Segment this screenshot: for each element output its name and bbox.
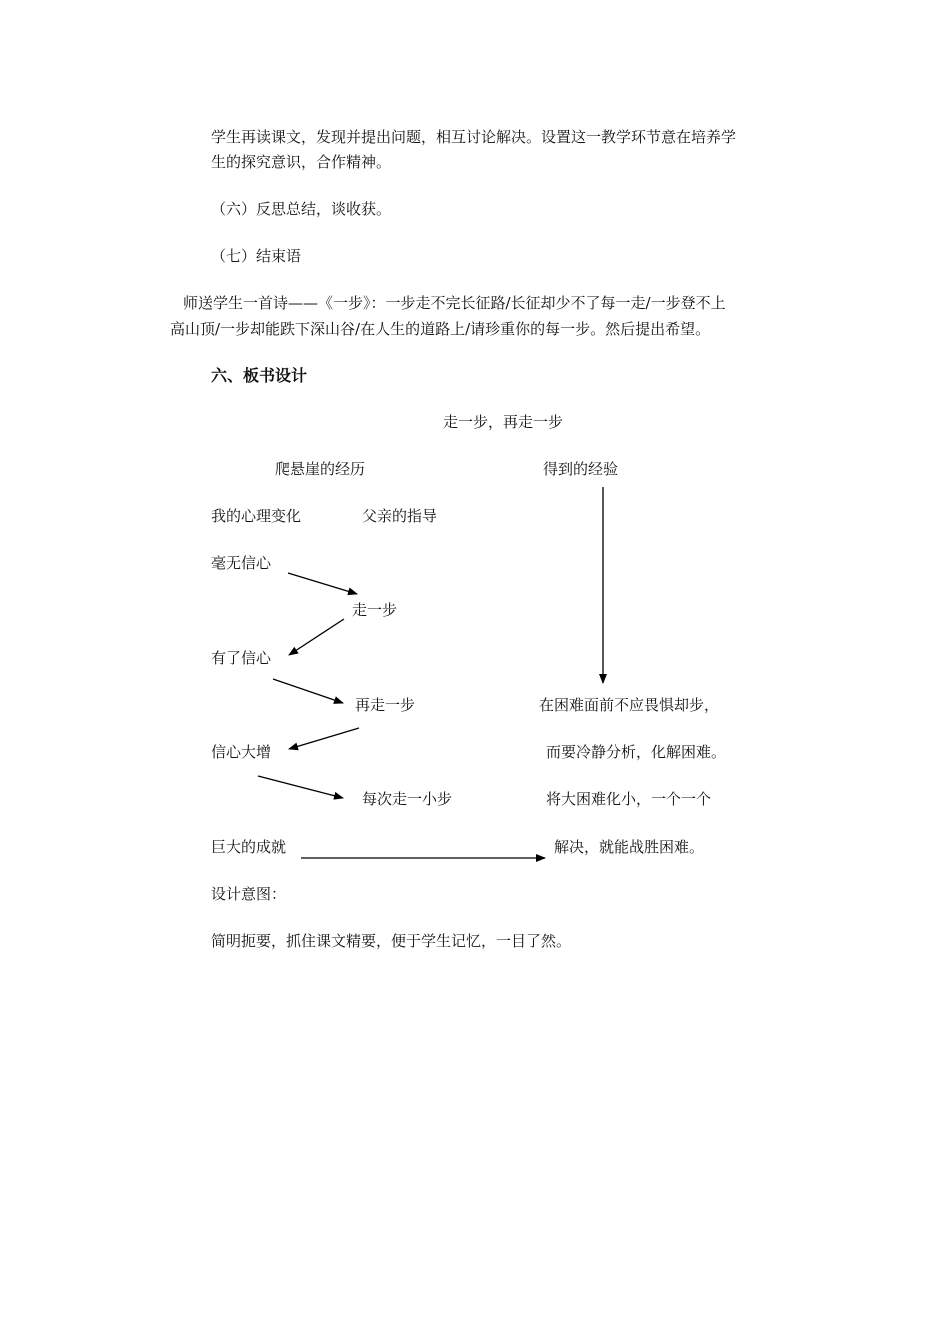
section-heading-board-design: 六、板书设计 — [211, 366, 308, 385]
intro-line-1: 学生再读课文，发现并提出问题，相互讨论解决。设置这一教学环节意在培养学 — [211, 128, 737, 146]
step-seven-closing: （七）结束语 — [211, 247, 302, 265]
board-feeling-3: 信心大增 — [211, 743, 272, 761]
design-intent-label: 设计意图： — [211, 885, 287, 903]
arrow-some-confidence-to-another-step — [273, 679, 343, 703]
arrow-another-step-to-confidence-up — [289, 728, 359, 749]
poem-line-1: 师送学生一首诗——《一步》：一步走不完长征路/长征却少不了每一走/一步登不上 — [183, 294, 726, 312]
board-guide-3: 每次走一小步 — [362, 790, 453, 808]
board-feeling-2: 有了信心 — [211, 649, 272, 667]
board-feeling-1: 毫无信心 — [211, 554, 272, 572]
step-six-reflect: （六）反思总结，谈收获。 — [211, 200, 392, 218]
board-result: 巨大的成就 — [211, 838, 287, 856]
board-guide-1: 走一步 — [352, 601, 398, 619]
board-right-column-header: 得到的经验 — [543, 460, 619, 478]
board-lesson-line-1: 在困难面前不应畏惧却步， — [539, 696, 720, 714]
poem-line-2: 高山顶/一步却能跌下深山谷/在人生的道路上/请珍重你的每一步。然后提出希望。 — [170, 320, 711, 338]
board-lesson-line-3: 将大困难化小，一个一个 — [546, 790, 712, 808]
arrow-no-confidence-to-one-step — [288, 573, 357, 594]
board-left-subheader-guide: 父亲的指导 — [362, 507, 438, 525]
design-intent-text: 简明扼要，抓住课文精要，便于学生记忆，一目了然。 — [211, 932, 572, 950]
intro-line-2: 生的探究意识，合作精神。 — [211, 153, 392, 171]
board-title: 走一步，再走一步 — [443, 413, 564, 431]
board-lesson-line-4: 解决，就能战胜困难。 — [554, 838, 705, 856]
board-left-column-header: 爬悬崖的经历 — [275, 460, 366, 478]
board-lesson-line-2: 而要冷静分析，化解困难。 — [546, 743, 727, 761]
board-guide-2: 再走一步 — [355, 696, 416, 714]
arrow-confidence-up-to-small-steps — [258, 776, 343, 798]
board-left-subheader-mind: 我的心理变化 — [211, 507, 302, 525]
arrow-one-step-to-some-confidence — [289, 619, 344, 655]
